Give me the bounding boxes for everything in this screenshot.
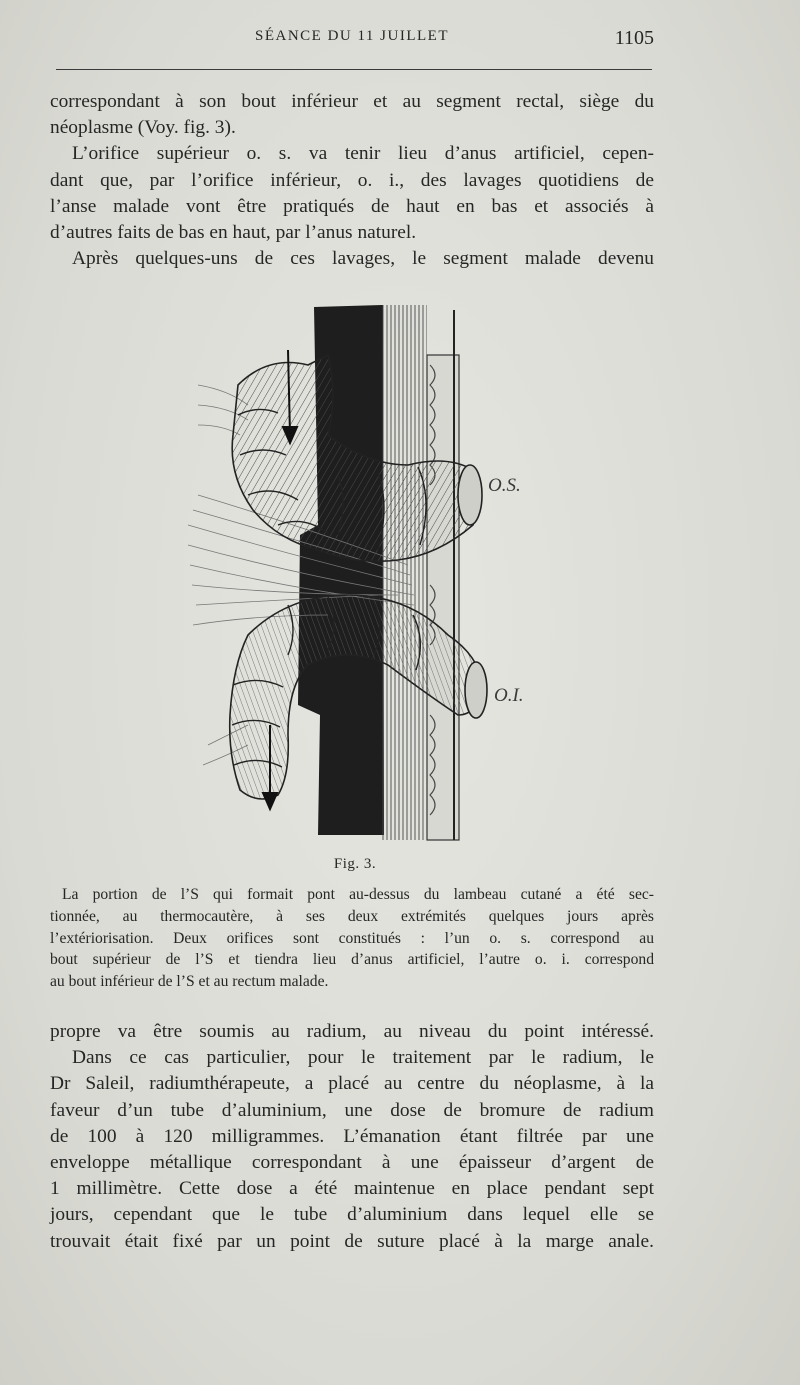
figure-caption-title: Fig. 3. bbox=[333, 856, 377, 872]
text-line: néoplasme (Voy. fig. 3). bbox=[50, 117, 236, 139]
running-head-title: SÉANCE DU 11 JUILLET bbox=[254, 28, 449, 44]
figure-3-illustration bbox=[178, 295, 558, 855]
text-line: de 100 à 120 milligrammes. L’émanation étant filtrée par une bbox=[50, 1125, 654, 1147]
page-number: 1105 bbox=[614, 27, 654, 49]
text-line: propre va être soumis au radium, au niveau du point intéressé. bbox=[50, 1021, 654, 1042]
caption-line: La portion de l’S qui formait pont au-dessus du lambeau cutané a été sec- bbox=[62, 886, 654, 903]
colon-engraving bbox=[178, 295, 558, 855]
text-line: Dr Saleil, radiumthérapeute, a placé au centre du néoplasme, à la bbox=[50, 1073, 654, 1095]
label-os: O.S. bbox=[488, 475, 521, 496]
label-oi: O.I. bbox=[494, 685, 524, 706]
top-paragraph bbox=[50, 89, 654, 272]
abdominal-wall bbox=[381, 305, 427, 840]
caption-line: l’extériorisation. Deux orifices sont constitués : l’un o. s. correspond au bbox=[50, 929, 654, 947]
caption-line: tionnée, au thermocautère, à ses deux extrémités quelques jours après bbox=[50, 907, 654, 925]
header-rule bbox=[56, 69, 652, 70]
text-line: d’autres faits de bas en haut, par l’anus naturel. bbox=[50, 221, 417, 243]
text-line: 1 millimètre. Cette dose a été maintenue en place pendant sept bbox=[50, 1178, 654, 1200]
text-line: L’orifice supérieur o. s. va tenir lieu d’anus artificiel, cepen- bbox=[72, 143, 654, 165]
text-line: correspondant à son bout inférieur et au segment rectal, siège du bbox=[50, 91, 654, 112]
text-line: trouvait était fixé par un point de suture placé à la marge anale. bbox=[50, 1230, 654, 1252]
caption-line: bout supérieur de l’S et tiendra lieu d’anus artificiel, l’autre o. i. correspond bbox=[50, 951, 654, 969]
text-line: enveloppe métallique correspondant à une épaisseur d’argent de bbox=[50, 1151, 654, 1173]
text-line: Dans ce cas particulier, pour le traitement par le radium, le bbox=[72, 1047, 654, 1069]
caption-line: au bout inférieur de l’S et au rectum malade. bbox=[50, 973, 329, 991]
figure-caption bbox=[50, 884, 654, 993]
text-line: l’anse malade vont être pratiqués de haut en bas et associés à bbox=[50, 195, 654, 217]
text-line: Après quelques-uns de ces lavages, le segment malade devenu bbox=[72, 248, 654, 270]
text-line: dant que, par l’orifice inférieur, o. i., des lavages quotidiens de bbox=[50, 169, 654, 191]
bottom-paragraph bbox=[50, 1019, 654, 1255]
running-head bbox=[50, 28, 654, 56]
text-line: jours, cependant que le tube d’aluminium dans lequel elle se bbox=[50, 1204, 654, 1226]
text-line: faveur d’un tube d’aluminium, une dose de bromure de radium bbox=[50, 1099, 654, 1121]
